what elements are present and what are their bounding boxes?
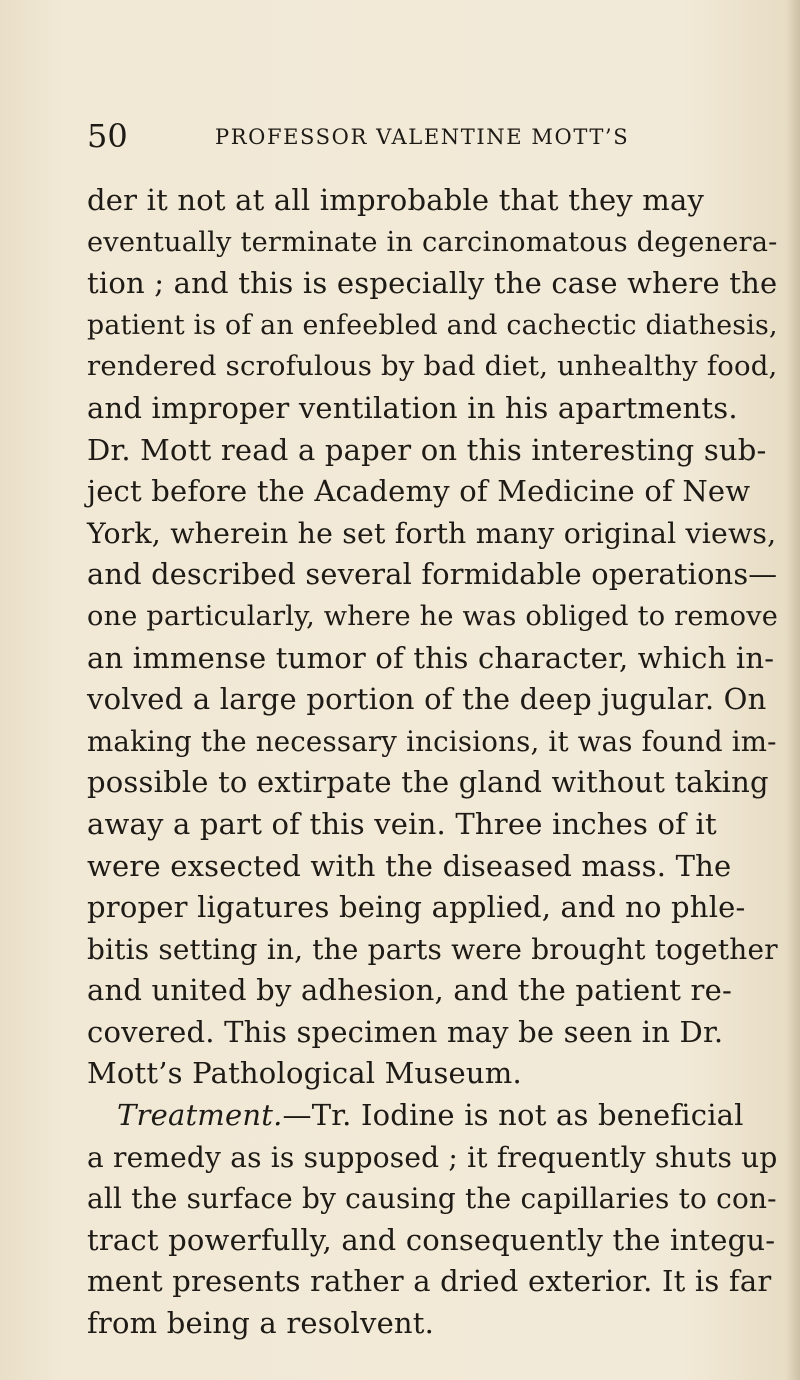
treatment-first-line-text: —Tr. Iodine is not as beneficial <box>282 1098 744 1133</box>
text-line: Mott’s Pathological Museum. <box>87 1056 522 1091</box>
treatment-paragraph-first-line <box>87 1095 777 1137</box>
text-line: an immense tumor of this character, which in- <box>87 640 775 675</box>
text-line: a remedy as is supposed ; it frequently shuts up <box>87 1140 778 1174</box>
text-line: possible to extirpate the gland without taking <box>87 765 769 800</box>
text-line: away a part of this vein. Three inches of it <box>87 806 717 841</box>
text-line: tract powerfully, and consequently the integu- <box>87 1222 776 1257</box>
text-line: and improper ventilation in his apartments. <box>87 390 738 425</box>
body-text <box>87 180 777 1345</box>
page-number: 50 <box>87 117 128 155</box>
text-line: der it not at all improbable that they may <box>87 183 705 217</box>
text-line: and described several formidable operations— <box>87 557 778 592</box>
text-line: all the surface by causing the capillaries to con- <box>87 1182 777 1216</box>
text-line: volved a large portion of the deep jugular. On <box>87 682 767 717</box>
page-edge-shadow <box>786 0 800 1380</box>
text-line: Dr. Mott read a paper on this interesting sub- <box>87 432 767 467</box>
text-line: York, wherein he set forth many original views, <box>87 516 777 550</box>
text-line: bitis setting in, the parts were brought together <box>87 932 778 966</box>
text-line: eventually terminate in carcinomatous degenera- <box>87 226 778 258</box>
text-line: rendered scrofulous by bad diet, unhealthy food, <box>87 350 778 383</box>
text-line: ment presents rather a dried exterior. It is far <box>87 1264 772 1299</box>
running-head: PROFESSOR VALENTINE MOTT’S <box>215 125 630 149</box>
text-line: were exsected with the diseased mass. The <box>87 848 732 883</box>
text-line: from being a resolvent. <box>87 1306 435 1341</box>
text-line: proper ligatures being applied, and no phle- <box>87 890 746 925</box>
page-header <box>87 116 727 160</box>
text-line: one particularly, where he was obliged to remove <box>87 600 779 632</box>
text-line: and united by adhesion, and the patient re- <box>87 973 732 1008</box>
text-line: making the necessary incisions, it was found im- <box>87 724 777 758</box>
text-line: patient is of an enfeebled and cachectic diathesis, <box>87 309 778 341</box>
treatment-heading: Treatment. <box>117 1098 283 1133</box>
text-line: covered. This specimen may be seen in Dr. <box>87 1014 724 1049</box>
text-line: ject before the Academy of Medicine of New <box>87 474 751 509</box>
text-line: tion ; and this is especially the case where the <box>87 266 778 301</box>
